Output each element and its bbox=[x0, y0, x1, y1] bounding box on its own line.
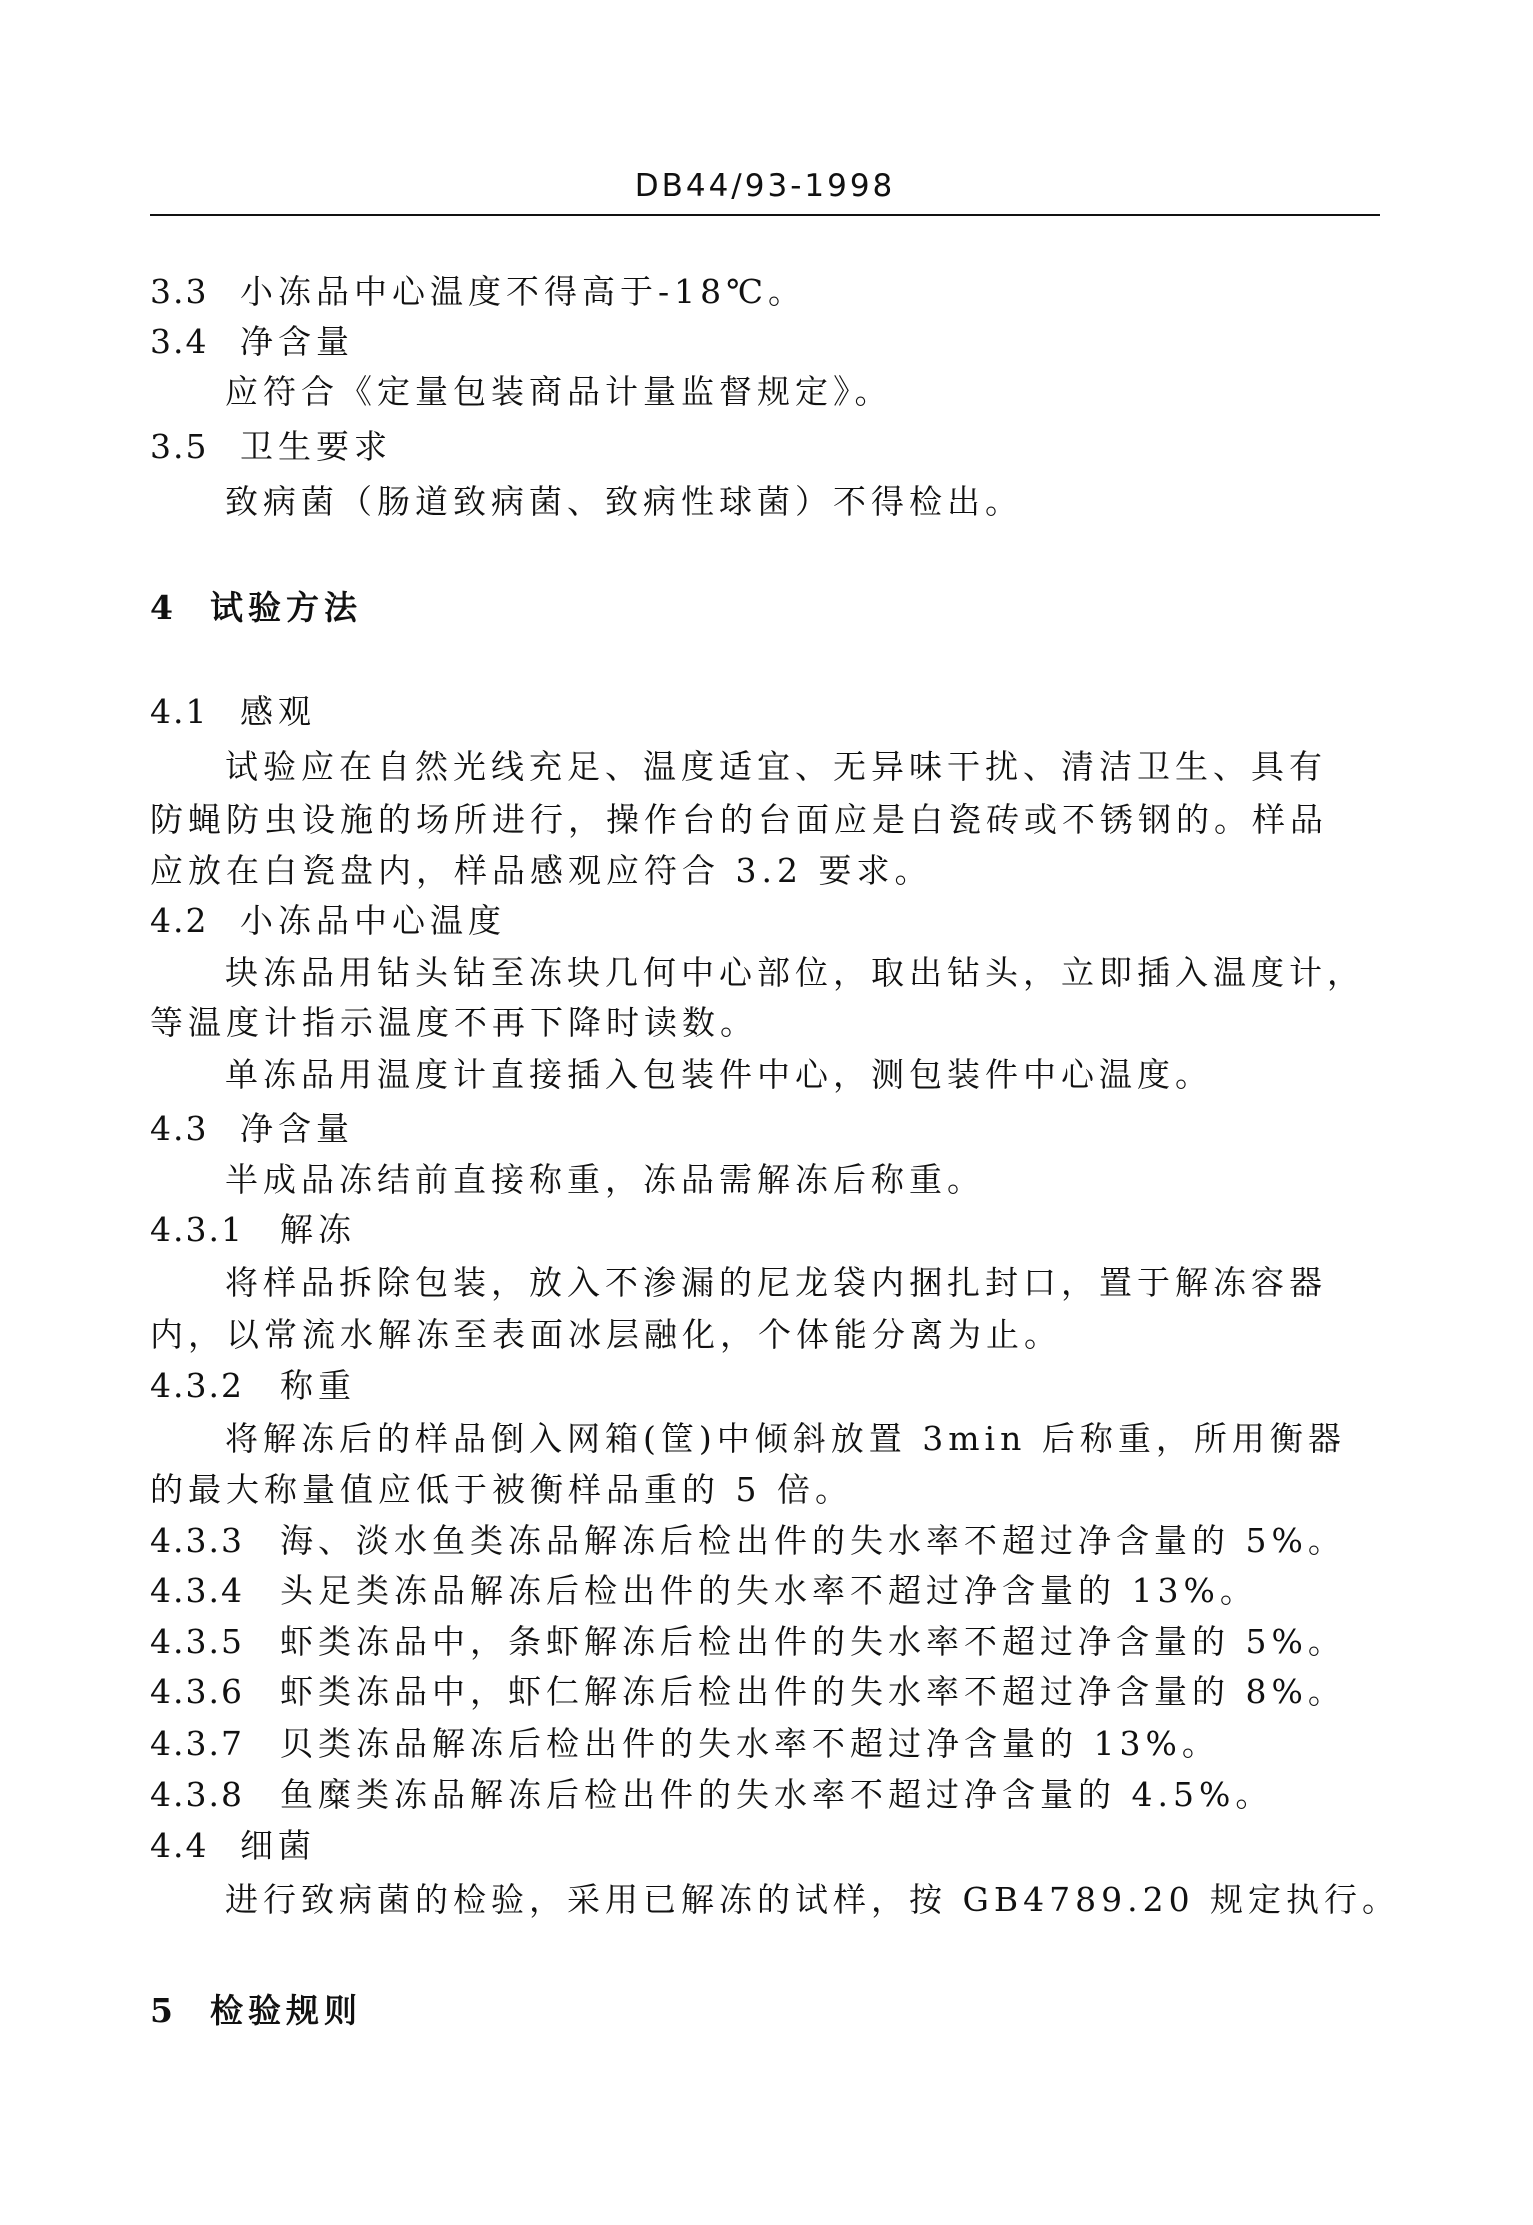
clause-title: 卫生要求 bbox=[240, 427, 392, 466]
clause-title: 解冻 bbox=[280, 1210, 356, 1249]
clause-4-2-line-2: 等温度计指示温度不再下降时读数。 bbox=[150, 1003, 758, 1042]
clause-4-3-heading bbox=[150, 1109, 354, 1149]
clause-number: 3.4 bbox=[150, 322, 209, 361]
clause-number: 4.3.3 bbox=[150, 1521, 244, 1560]
clause-4-3-body: 半成品冻结前直接称重，冻品需解冻后称重。 bbox=[225, 1160, 985, 1199]
clause-4-3-2-line-2: 的最大称量值应低于被衡样品重的 5 倍。 bbox=[150, 1470, 853, 1509]
clause-4-2-line-3: 单冻品用温度计直接插入包装件中心，测包装件中心温度。 bbox=[225, 1055, 1213, 1094]
clause-title: 净含量 bbox=[240, 1109, 354, 1148]
clause-4-3-6 bbox=[150, 1672, 1346, 1712]
clause-number: 4.1 bbox=[150, 692, 209, 731]
clause-text: 虾类冻品中，虾仁解冻后检出件的失水率不超过净含量的 8%。 bbox=[280, 1672, 1346, 1711]
clause-number: 4.3.1 bbox=[150, 1210, 244, 1249]
section-title: 检验规则 bbox=[210, 1991, 362, 2030]
clause-number: 4.3.7 bbox=[150, 1724, 244, 1763]
section-number: 5 bbox=[150, 1991, 175, 2030]
clause-3-5-heading bbox=[150, 427, 392, 467]
page-header: DB44/93-1998 bbox=[634, 168, 896, 204]
clause-number: 4.3.4 bbox=[150, 1571, 244, 1610]
clause-4-3-8 bbox=[150, 1775, 1273, 1815]
clause-number: 4.2 bbox=[150, 901, 209, 940]
clause-3-5-body: 致病菌（肠道致病菌、致病性球菌）不得检出。 bbox=[225, 482, 1023, 521]
clause-4-1-line-3: 应放在白瓷盘内，样品感观应符合 3.2 要求。 bbox=[150, 851, 933, 890]
section-title: 试验方法 bbox=[210, 588, 362, 627]
clause-4-3-2-line-1: 将解冻后的样品倒入网箱(筐)中倾斜放置 3min 后称重，所用衡器 bbox=[225, 1419, 1346, 1458]
clause-4-3-1-line-1: 将样品拆除包装，放入不渗漏的尼龙袋内捆扎封口，置于解冻容器 bbox=[225, 1263, 1327, 1302]
clause-text: 头足类冻品解冻后检出件的失水率不超过净含量的 13%。 bbox=[280, 1571, 1258, 1610]
clause-title: 细菌 bbox=[240, 1826, 316, 1865]
clause-number: 4.3.2 bbox=[150, 1366, 244, 1405]
clause-4-3-3 bbox=[150, 1521, 1346, 1561]
clause-4-3-5 bbox=[150, 1622, 1346, 1662]
clause-number: 4.3.8 bbox=[150, 1775, 244, 1814]
clause-text: 贝类冻品解冻后检出件的失水率不超过净含量的 13%。 bbox=[280, 1724, 1220, 1763]
clause-4-3-1-heading bbox=[150, 1210, 356, 1250]
clause-4-3-1-line-2: 内，以常流水解冻至表面冰层融化，个体能分离为止。 bbox=[150, 1315, 1062, 1354]
clause-title: 称重 bbox=[280, 1366, 356, 1405]
section-5-heading bbox=[150, 1991, 362, 2031]
clause-number: 4.3.5 bbox=[150, 1622, 244, 1661]
header-rule bbox=[150, 214, 1380, 216]
clause-4-1-line-2: 防蝇防虫设施的场所进行，操作台的台面应是白瓷砖或不锈钢的。样品 bbox=[150, 800, 1328, 839]
clause-number: 3.3 bbox=[150, 272, 209, 311]
clause-text: 虾类冻品中，条虾解冻后检出件的失水率不超过净含量的 5%。 bbox=[280, 1622, 1346, 1661]
clause-text: 海、淡水鱼类冻品解冻后检出件的失水率不超过净含量的 5%。 bbox=[280, 1521, 1346, 1560]
clause-3-4-heading bbox=[150, 322, 354, 362]
clause-4-3-7 bbox=[150, 1724, 1220, 1764]
section-4-heading bbox=[150, 588, 362, 628]
clause-4-4-body: 进行致病菌的检验，采用已解冻的试样，按 GB4789.20 规定执行。 bbox=[225, 1880, 1401, 1919]
clause-4-2-line-1: 块冻品用钻头钻至冻块几何中心部位，取出钻头，立即插入温度计， bbox=[225, 953, 1365, 992]
section-number: 4 bbox=[150, 588, 175, 627]
clause-4-1-line-1: 试验应在自然光线充足、温度适宜、无异味干扰、清洁卫生、具有 bbox=[225, 747, 1327, 786]
clause-title: 小冻品中心温度 bbox=[240, 901, 506, 940]
clause-4-2-heading bbox=[150, 901, 506, 941]
clause-text: 小冻品中心温度不得高于-18℃。 bbox=[240, 272, 807, 311]
clause-4-4-heading bbox=[150, 1826, 316, 1866]
clause-number: 3.5 bbox=[150, 427, 209, 466]
clause-4-3-4 bbox=[150, 1571, 1258, 1611]
clause-text: 鱼糜类冻品解冻后检出件的失水率不超过净含量的 4.5%。 bbox=[280, 1775, 1274, 1814]
clause-4-3-2-heading bbox=[150, 1366, 356, 1406]
clause-3-3 bbox=[150, 272, 806, 312]
clause-3-4-body: 应符合《定量包装商品计量监督规定》。 bbox=[225, 372, 893, 411]
clause-number: 4.3.6 bbox=[150, 1672, 244, 1711]
clause-number: 4.4 bbox=[150, 1826, 209, 1865]
clause-title: 感观 bbox=[240, 692, 316, 731]
clause-4-1-heading bbox=[150, 692, 316, 732]
clause-number: 4.3 bbox=[150, 1109, 209, 1148]
clause-title: 净含量 bbox=[240, 322, 354, 361]
